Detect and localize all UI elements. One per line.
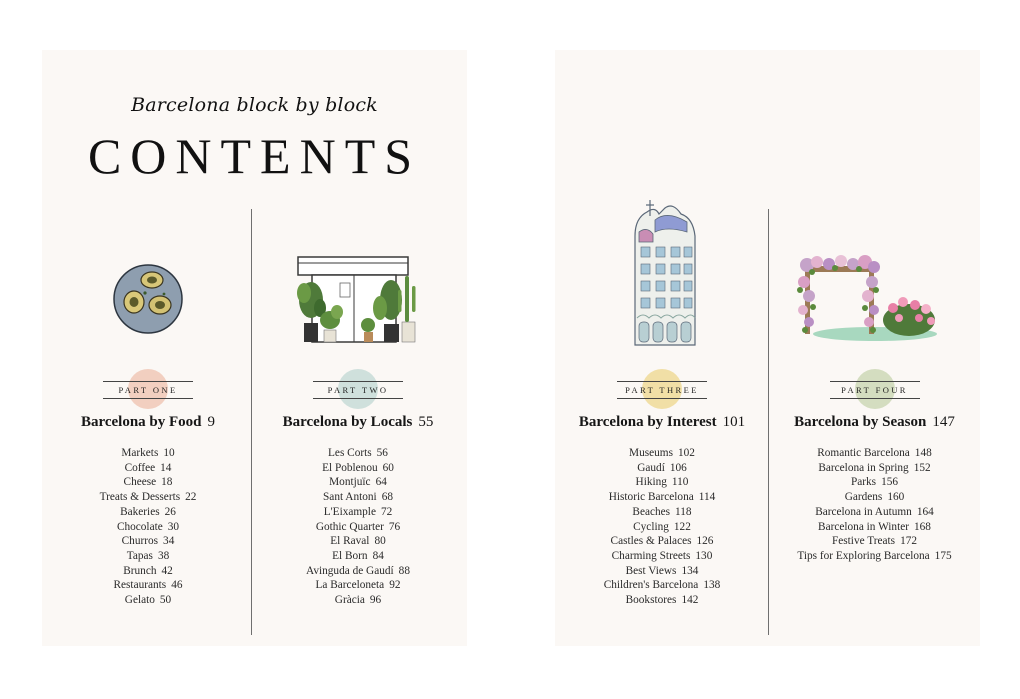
contents-entry[interactable]	[42, 461, 254, 476]
contents-entry[interactable]	[769, 549, 980, 564]
entry-name: La Barceloneta	[315, 579, 385, 592]
entry-name: Festive Treats	[831, 535, 896, 548]
entry-name: El Born	[332, 549, 368, 562]
entry-name: El Raval	[330, 535, 370, 548]
contents-entry[interactable]	[252, 446, 464, 461]
entry-page-number: 126	[696, 535, 714, 548]
entry-page-number: 10	[163, 447, 175, 459]
entry-name: Cheese	[123, 476, 157, 489]
part-two-column	[252, 50, 464, 646]
book-subtitle: Barcelona block by block	[131, 94, 378, 116]
entry-page-number: 114	[698, 491, 716, 504]
entry-page-number: 42	[161, 564, 173, 577]
section-page-number: 101	[722, 414, 746, 430]
entry-page-number: 14	[160, 461, 172, 474]
contents-entry[interactable]	[252, 505, 464, 520]
entry-name: Churros	[121, 535, 159, 548]
contents-entry[interactable]	[555, 475, 769, 490]
contents-entry[interactable]	[42, 475, 254, 490]
entry-name: Barcelona in Winter	[818, 520, 909, 533]
entry-page-number: 106	[669, 461, 687, 474]
entry-name: Barcelona in Spring	[818, 461, 909, 474]
entry-page-number: 110	[671, 476, 689, 489]
contents-entry[interactable]	[42, 564, 254, 579]
entry-name: Markets	[121, 447, 159, 459]
entry-name: Romantic Barcelona	[817, 447, 910, 459]
part-one-badge	[103, 369, 193, 411]
entry-name: Gardens	[844, 491, 883, 504]
contents-entry[interactable]	[769, 475, 980, 490]
entry-list	[252, 446, 464, 608]
entry-name: Museums	[629, 447, 673, 459]
contents-entry[interactable]	[555, 564, 769, 579]
entry-page-number: 64	[375, 476, 387, 489]
entry-page-number: 134	[681, 564, 699, 577]
contents-entry[interactable]	[252, 520, 464, 535]
entry-page-number: 60	[382, 461, 394, 474]
contents-entry[interactable]	[555, 446, 769, 461]
entry-page-number: 164	[916, 505, 934, 518]
entry-name: Chocolate	[116, 520, 163, 533]
entry-name: Castles & Palaces	[610, 535, 692, 548]
entry-name: Best Views	[625, 564, 677, 577]
contents-entry[interactable]	[555, 549, 769, 564]
entry-page-number: 96	[369, 594, 382, 607]
entry-name: Les Corts	[328, 447, 372, 459]
entry-page-number: 26	[164, 505, 176, 518]
entry-page-number: 92	[389, 579, 401, 592]
section-title[interactable]	[42, 414, 254, 431]
entry-page-number: 160	[887, 491, 905, 504]
entry-page-number: 130	[695, 549, 713, 562]
section-page-number: 147	[932, 414, 955, 430]
contents-entry[interactable]	[252, 578, 464, 593]
part-three-column	[555, 50, 769, 646]
section-title[interactable]	[252, 414, 464, 431]
contents-entry[interactable]	[42, 593, 254, 608]
entry-page-number: 152	[913, 461, 931, 474]
entry-name: Brunch	[123, 564, 157, 577]
entry-page-number: 50	[159, 594, 172, 607]
contents-entry[interactable]	[555, 505, 769, 520]
entry-page-number: 30	[167, 520, 180, 533]
entry-name: Restaurants	[113, 579, 167, 592]
part-label: PART THREE	[625, 385, 699, 395]
entry-name: Tapas	[126, 549, 153, 562]
contents-entry[interactable]	[769, 446, 980, 461]
entry-name: L'Eixample	[323, 505, 376, 518]
contents-entry[interactable]	[769, 461, 980, 476]
section-title-text: Barcelona by Locals	[282, 414, 413, 430]
contents-entry[interactable]	[555, 461, 769, 476]
contents-entry[interactable]	[42, 520, 254, 535]
contents-entry[interactable]	[252, 549, 464, 564]
entry-page-number: 84	[372, 549, 384, 562]
contents-entry[interactable]	[42, 578, 254, 593]
part-label: PART ONE	[118, 385, 178, 395]
entry-page-number: 22	[185, 491, 197, 504]
entry-page-number: 72	[380, 505, 393, 518]
entry-name: Parks	[850, 476, 877, 489]
part-two-badge	[313, 369, 403, 411]
entry-name: El Poblenou	[322, 461, 378, 474]
contents-entry[interactable]	[42, 505, 254, 520]
entry-page-number: 18	[161, 476, 173, 489]
entry-name: Gelato	[124, 594, 155, 607]
contents-page-left	[42, 50, 467, 646]
entry-name: Charming Streets	[611, 549, 691, 562]
entry-page-number: 122	[673, 520, 691, 533]
contents-entry[interactable]	[42, 549, 254, 564]
entry-name: Tips for Exploring Barcelona	[797, 549, 930, 562]
part-four-badge	[830, 369, 920, 411]
entry-name: Gaudí	[637, 461, 665, 474]
contents-entry[interactable]	[42, 446, 254, 461]
entry-name: Children's Barcelona	[603, 579, 699, 592]
contents-entry[interactable]	[252, 593, 464, 608]
contents-entry[interactable]	[252, 461, 464, 476]
entry-name: Beaches	[632, 505, 671, 518]
entry-page-number: 46	[171, 579, 183, 592]
entry-name: Montjuïc	[329, 476, 371, 489]
contents-entry[interactable]	[252, 490, 464, 505]
entry-page-number: 118	[675, 505, 692, 518]
entry-page-number: 175	[934, 549, 952, 562]
contents-entry[interactable]	[555, 534, 769, 549]
entry-page-number: 76	[388, 520, 401, 533]
contents-entry[interactable]	[252, 534, 464, 549]
section-page-number: 55	[418, 414, 434, 430]
section-title-text: Barcelona by Season	[794, 414, 927, 430]
section-page-number: 9	[207, 414, 216, 430]
entry-page-number: 68	[381, 491, 393, 504]
entry-name: Bookstores	[625, 594, 677, 607]
entry-list	[42, 446, 254, 608]
entry-page-number: 88	[398, 564, 410, 577]
contents-entry[interactable]	[769, 520, 980, 535]
entry-name: Avinguda de Gaudí	[306, 564, 394, 577]
part-three-badge	[617, 369, 707, 411]
entry-page-number: 34	[163, 535, 175, 548]
contents-entry[interactable]	[555, 520, 769, 535]
entry-page-number: 168	[913, 520, 931, 533]
contents-entry[interactable]	[42, 534, 254, 549]
entry-list	[555, 446, 769, 608]
contents-entry[interactable]	[555, 490, 769, 505]
contents-entry[interactable]	[769, 505, 980, 520]
entry-list	[769, 446, 980, 564]
entry-page-number: 38	[157, 549, 170, 562]
entry-name: Bakeries	[120, 505, 160, 518]
section-title-text: Barcelona by Interest	[578, 414, 717, 430]
contents-entry[interactable]	[555, 578, 769, 593]
part-label: PART TWO	[327, 385, 389, 395]
entry-page-number: 138	[703, 579, 721, 592]
contents-entry[interactable]	[769, 534, 980, 549]
entry-page-number: 80	[374, 535, 386, 548]
entry-page-number: 56	[376, 447, 388, 459]
entry-page-number: 142	[681, 594, 699, 607]
entry-name: Gràcia	[334, 594, 365, 607]
part-label: PART FOUR	[841, 385, 908, 395]
contents-entry[interactable]	[42, 490, 254, 505]
entry-name: Treats & Desserts	[99, 491, 181, 504]
entry-page-number: 148	[914, 447, 932, 459]
entry-name: Barcelona in Autumn	[815, 505, 912, 518]
contents-entry[interactable]	[252, 564, 464, 579]
entry-name: Cycling	[633, 520, 669, 533]
contents-page-right	[555, 50, 980, 646]
entry-page-number: 156	[881, 476, 899, 489]
entry-page-number: 102	[677, 447, 695, 459]
entry-name: Hiking	[635, 476, 667, 489]
entry-name: Gothic Quarter	[315, 520, 384, 533]
section-title[interactable]	[769, 414, 980, 431]
contents-entry[interactable]	[769, 490, 980, 505]
entry-name: Sant Antoni	[323, 491, 377, 504]
entry-page-number: 172	[900, 535, 918, 548]
contents-entry[interactable]	[252, 475, 464, 490]
section-title[interactable]	[555, 414, 769, 431]
part-four-column	[769, 50, 980, 646]
entry-name: Historic Barcelona	[608, 491, 694, 504]
entry-name: Coffee	[124, 461, 156, 474]
contents-entry[interactable]	[555, 593, 769, 608]
section-title-text: Barcelona by Food	[80, 414, 202, 430]
contents-title: CONTENTS	[87, 128, 422, 184]
part-one-column	[42, 50, 254, 646]
